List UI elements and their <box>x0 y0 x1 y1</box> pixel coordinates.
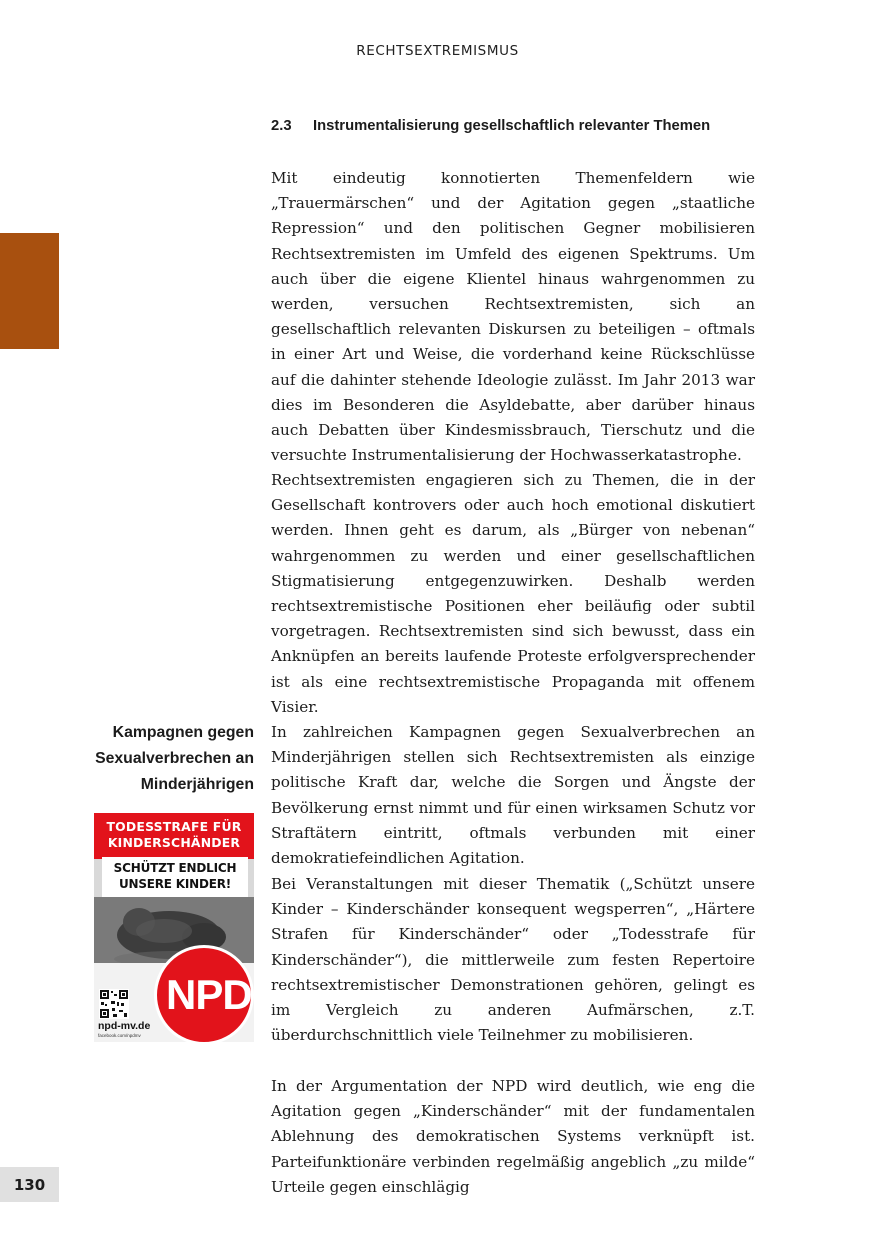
page-number: 130 <box>0 1167 59 1202</box>
chapter-color-tab <box>0 233 59 349</box>
paragraph-3: In zahlreichen Kampagnen gegen Sexualverbrechen an Minderjährigen stellen sich Rechtsextremisten als einzige politische Kraft dar, welche die Sorgen und Ängste der Bevölkerung ernst nimmt und für einen wirksamen Schutz vor Straftätern eintritt, oftmals verbunden mit einer demokratiefeindlichen Agitation. <box>271 723 755 868</box>
section-number: 2.3 <box>271 118 292 134</box>
poster-slogan-line: SCHÜTZT ENDLICH <box>113 861 237 875</box>
margin-note-line: Sexualverbrechen an <box>95 750 254 767</box>
margin-note-line: Kampagnen gegen <box>112 724 254 741</box>
paragraph-1: Mit eindeutig konnotierten Themenfeldern wie „Trauermärschen“ und der Agitation gegen „staatliche Repression“ und den politischen Gegner mobilisieren Rechtsextremisten im Umfeld des eigenen Spektrums. Um auch über die eigene Klientel hinaus wahrgenommen zu werden, versuchen Rechtsextremisten, sich an gesellschaftlich relevanten Diskursen zu beteiligen – oftmals in einer Art und Weise, die vorderhand keine Rückschlüsse auf die dahinter stehende Ideologie zulässt. Im Jahr 2013 war dies im Besonderen die Asyldebatte, aber darüber hinaus auch Debatten über Kindesmissbrauch, Tierschutz und die versuchte Instrumentalisierung der Hochwasserkatastrophe. <box>271 169 755 465</box>
poster-banner-line: KINDERSCHÄNDER <box>107 835 241 850</box>
poster-slogan <box>102 857 248 897</box>
poster-banner-line: TODESSTRAFE FÜR <box>106 819 242 834</box>
paragraph-5: In der Argumentation der NPD wird deutlich, wie eng die Agitation gegen „Kinderschänder“ mit der fundamentalen Ablehnung des demokratischen Systems verknüpft ist. Parteifunktionäre verbinden regelmäßig angeblich „zu milde“ Urteile gegen einschlägig <box>271 1077 755 1196</box>
qr-code-icon <box>99 989 129 1019</box>
margin-note-line: Minderjährigen <box>140 776 254 793</box>
section-heading <box>271 118 755 134</box>
margin-note <box>80 720 254 798</box>
npd-logo: NPD <box>166 971 252 1018</box>
poster-slogan-line: UNSERE KINDER! <box>118 877 232 891</box>
section-title: Instrumentalisierung gesellschaftlich relevanter Themen <box>313 118 711 134</box>
running-header: RECHTSEXTREMISMUS <box>356 43 519 59</box>
paragraph-4: Bei Veranstaltungen mit dieser Thematik („Schützt unsere Kinder – Kinderschänder konsequent wegsperren“, „Härtere Strafen für Kinderschänder“ oder „Todesstrafe für Kinderschänder“), die mittlerweile zum festen Repertoire rechtsextremistischer Demonstrationen gehören, gelingt es im Vergleich zu anderen Aufmärschen, z.T. überdurchschnittlich viele Teilnehmer zu mobilisieren. <box>271 875 755 1045</box>
poster-banner <box>94 813 254 859</box>
paragraph-2: Rechtsextremisten engagieren sich zu Themen, die in der Gesellschaft kontrovers oder auch hoch emotional diskutiert werden. Ihnen geht es darum, als „Bürger von nebenan“ wahrgenommen zu werden und einer gesellschaftlichen Stigmatisierung entgegenzuwirken. Deshalb werden rechtsextremistische Positionen eher beiläufig oder subtil vorgetragen. Rechtsextremisten sind sich bewusst, dass ein Anknüpfen an bereits laufende Proteste erfolgversprechender ist als eine rechtsextremistische Propaganda mit offenem Visier. <box>271 471 755 716</box>
poster-fine-print: facebook.com/npdmv <box>98 1033 141 1038</box>
npd-campaign-poster-image <box>94 813 254 1042</box>
poster-url: npd-mv.de <box>98 1020 151 1032</box>
